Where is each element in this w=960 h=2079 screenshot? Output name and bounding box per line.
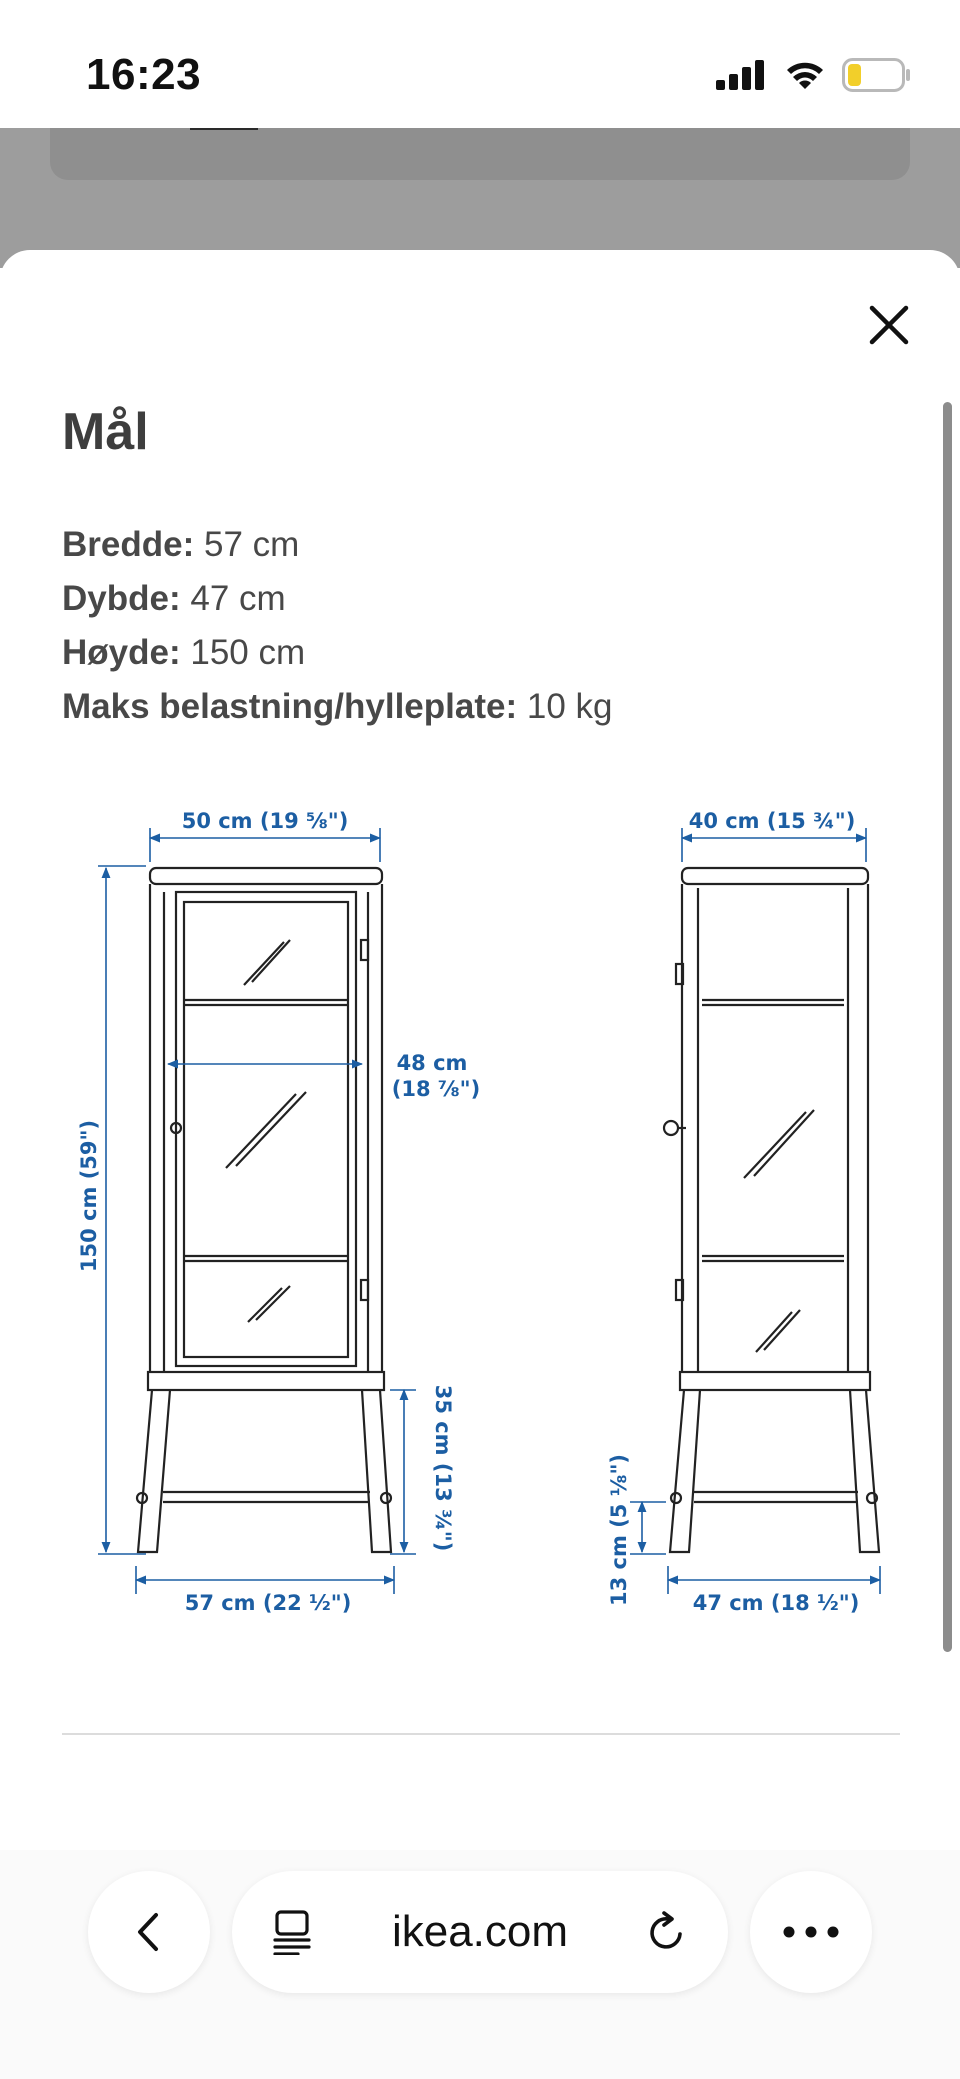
battery-icon — [842, 58, 912, 92]
spec-depth — [62, 572, 612, 626]
more-button[interactable] — [750, 1871, 872, 1993]
dimmed-page-underline — [190, 128, 258, 130]
dimmed-page-card — [50, 128, 910, 180]
url-text[interactable]: ikea.com — [391, 1907, 569, 1956]
section-divider — [62, 1733, 900, 1735]
status-time: 16:23 — [86, 50, 202, 99]
wifi-icon — [784, 59, 826, 91]
signal-icon — [716, 60, 768, 90]
leg-height-label: 35 cm (13 ¾") — [431, 1384, 455, 1552]
spec-width — [62, 518, 612, 572]
address-bar[interactable] — [232, 1871, 728, 1993]
spec-label: Maks belastning/hylleplate: — [62, 687, 518, 726]
close-icon[interactable] — [864, 300, 914, 350]
side-view-illustration — [664, 868, 879, 1552]
spec-height — [62, 626, 612, 680]
side-bottom-depth-label: 47 cm (18 ½") — [692, 1591, 860, 1615]
reload-icon[interactable] — [644, 1909, 690, 1955]
sheet-title: Mål — [62, 403, 149, 461]
spec-value: 57 cm — [194, 525, 300, 564]
more-icon — [781, 1924, 841, 1940]
front-bottom-width-label: 57 cm (22 ½") — [184, 1591, 352, 1615]
spec-value: 47 cm — [180, 579, 286, 618]
spec-label: Høyde: — [62, 633, 181, 672]
front-height-label: 150 cm (59") — [77, 1119, 101, 1273]
front-view-illustration — [137, 868, 391, 1552]
front-inner-width-inch-label: (18 ⅞") — [391, 1077, 481, 1101]
spec-max-load — [62, 680, 612, 734]
front-inner-width-label: 48 cm — [396, 1051, 468, 1075]
status-icons — [716, 55, 912, 95]
front-top-width-label: 50 cm (19 ⅝") — [181, 809, 349, 833]
back-chevron-icon — [128, 1911, 170, 1953]
spec-value: 10 kg — [517, 687, 613, 726]
status-bar — [0, 0, 960, 128]
side-shelf-height-label: 13 cm (5 ⅛") — [607, 1454, 631, 1606]
side-top-depth-label: 40 cm (15 ¾") — [688, 809, 856, 833]
back-button[interactable] — [88, 1871, 210, 1993]
spec-label: Dybde: — [62, 579, 181, 618]
side-dimensions — [630, 828, 880, 1594]
spec-value: 150 cm — [180, 633, 306, 672]
spec-label: Bredde: — [62, 525, 195, 564]
spec-list — [62, 518, 612, 734]
dimension-drawing — [0, 780, 960, 1640]
